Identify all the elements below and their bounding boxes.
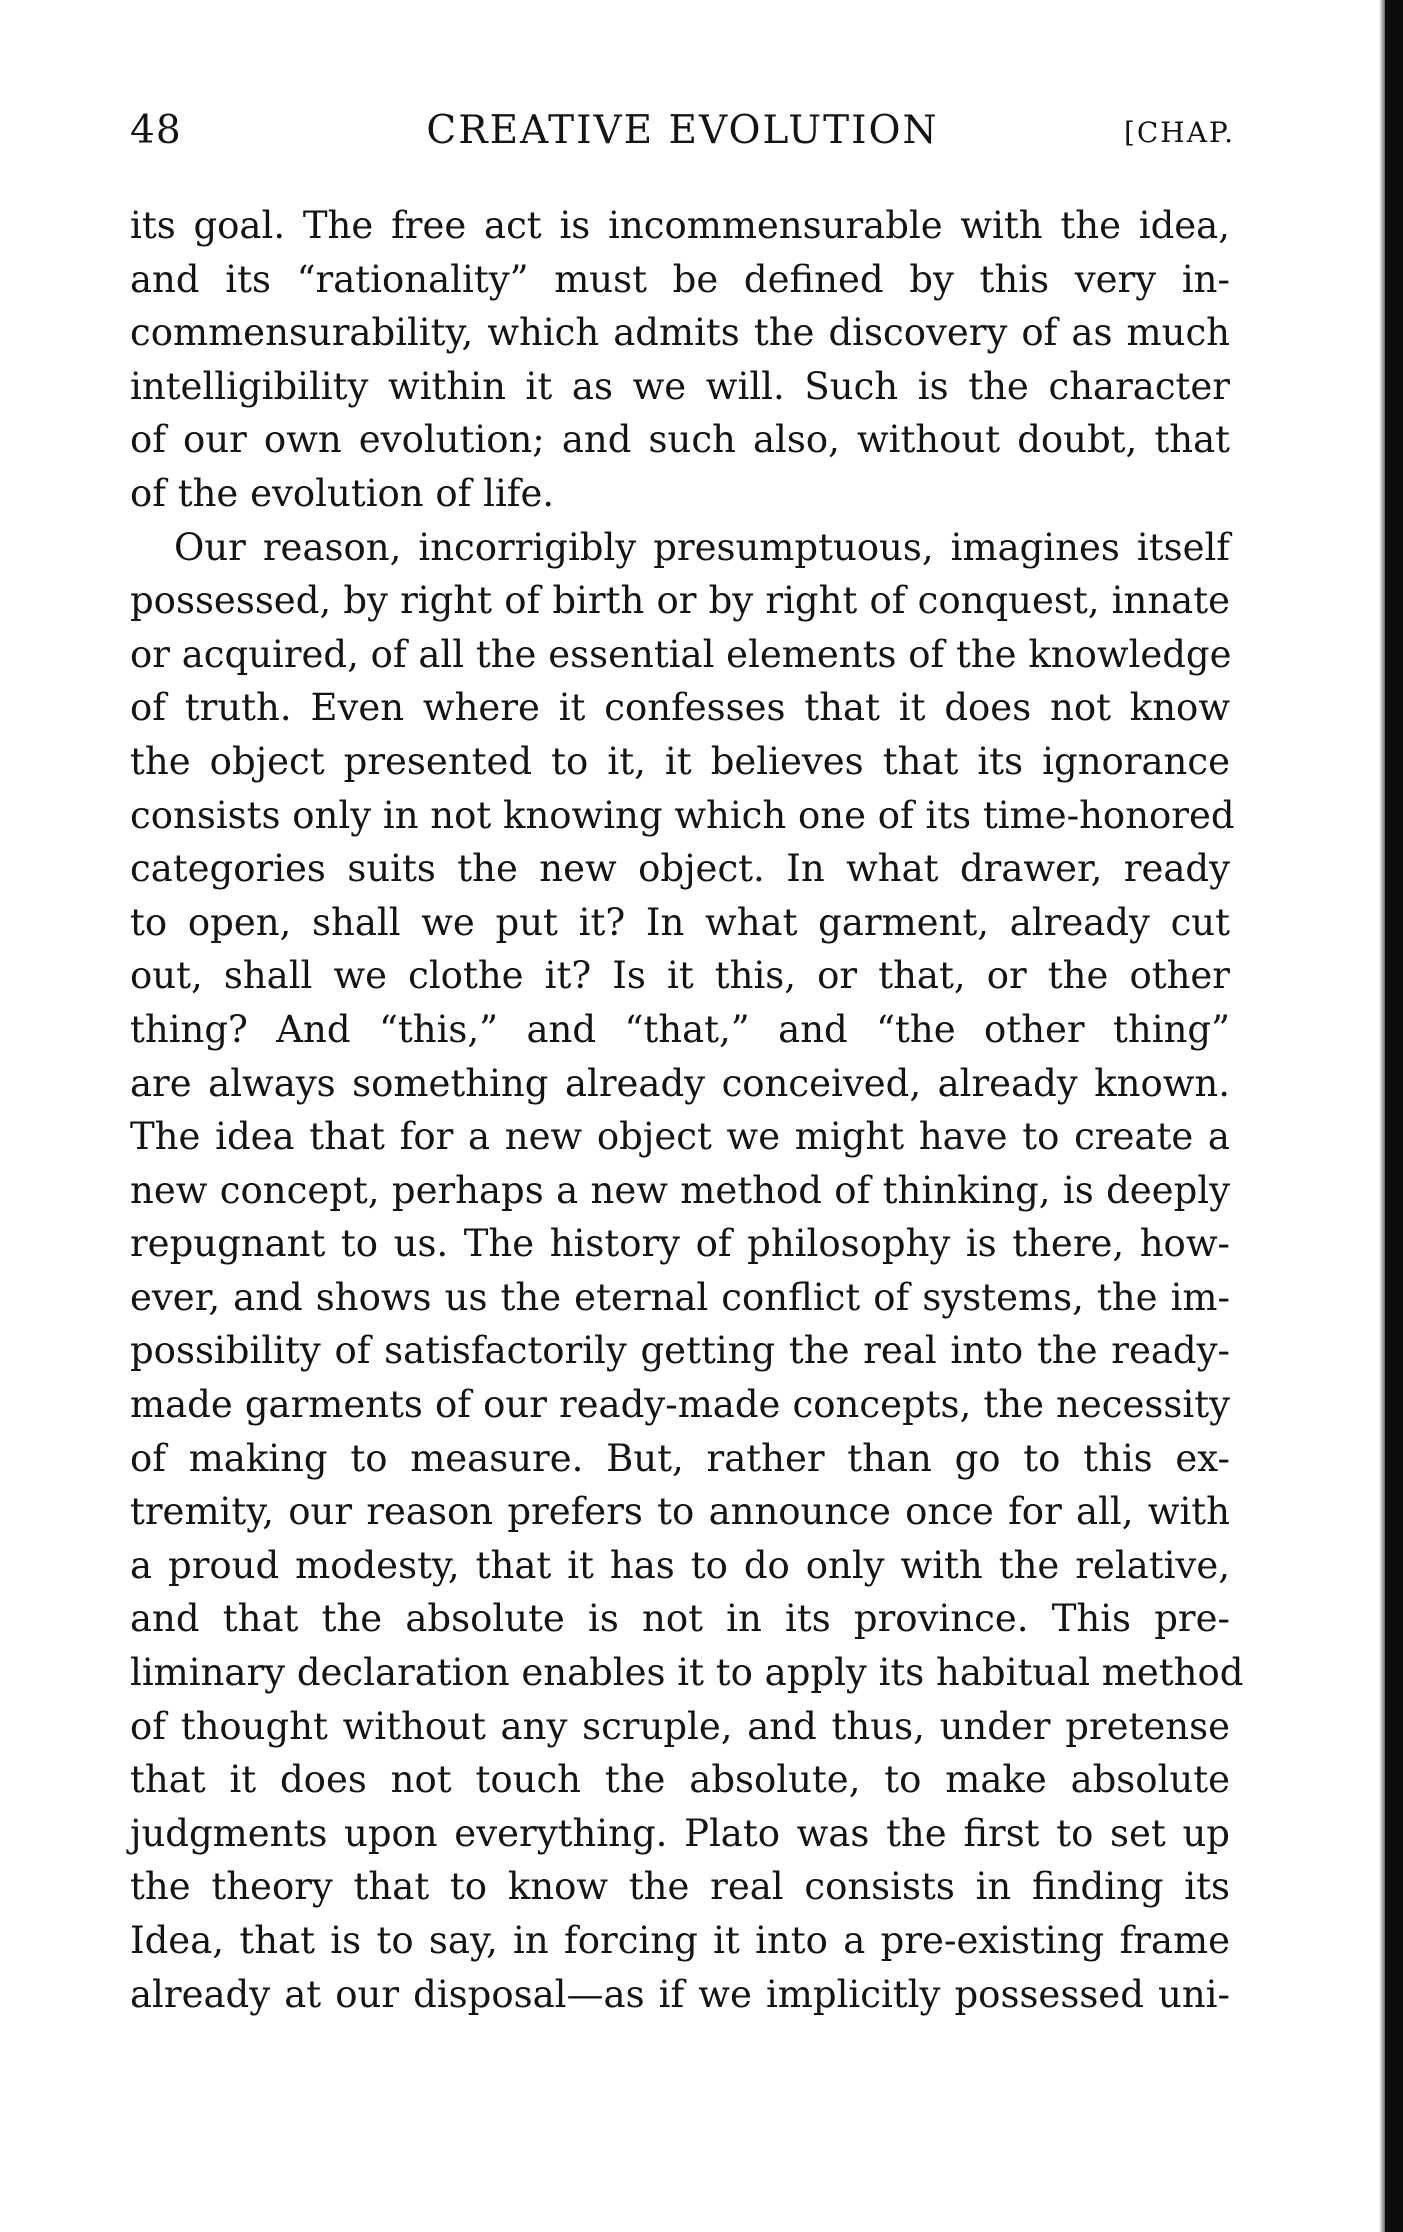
- text-line: of truth. Even where it confesses that it does not know: [130, 686, 1230, 730]
- text-line: categories suits the new object. In what drawer, ready: [130, 847, 1230, 891]
- text-line: of making to measure. But, rather than go to this ex-: [130, 1436, 1230, 1480]
- body-text: [130, 199, 1244, 2021]
- text-line: of our own evolution; and such also, without doubt, that: [130, 418, 1230, 462]
- text-line: of the evolution of life.: [130, 471, 555, 515]
- text-line: are always something already conceived, already known.: [130, 1061, 1230, 1105]
- chapter-mark: [CHAP.: [1123, 116, 1235, 149]
- text-line: of thought without any scruple, and thus, under pretense: [130, 1704, 1230, 1748]
- text-line: Idea, that is to say, in forcing it into a pre-existing frame: [130, 1919, 1230, 1962]
- text-line: repugnant to us. The history of philosophy is there, how-: [130, 1222, 1230, 1266]
- text-line: the theory that to know the real consists in finding its: [130, 1865, 1230, 1909]
- text-line: that it does not touch the absolute, to make absolute: [130, 1758, 1230, 1802]
- page-number: 48: [130, 108, 182, 153]
- text-line: already at our disposal—as if we implicitly possessed uni-: [130, 1972, 1230, 2016]
- text-line: a proud modesty, that it has to do only with the relative,: [130, 1543, 1230, 1587]
- text-line: and that the absolute is not in its province. This pre-: [130, 1597, 1230, 1641]
- text-line: and its “rationality” must be defined by this very in-: [130, 257, 1230, 301]
- text-line: consists only in not knowing which one of its time-honored: [130, 793, 1235, 837]
- text-line: tremity, our reason prefers to announce once for all, with: [130, 1490, 1230, 1534]
- text-line: out, shall we clothe it? Is it this, or that, or the other: [130, 954, 1230, 998]
- text-line: liminary declaration enables it to apply its habitual method: [130, 1651, 1244, 1695]
- text-line: or acquired, of all the essential elements of the knowledge: [130, 632, 1232, 676]
- book-spine-edge: [1385, 0, 1403, 2232]
- paragraph-1: [130, 199, 1230, 521]
- text-line: commensurability, which admits the discovery of as much: [130, 311, 1230, 355]
- text-line: its goal. The free act is incommensurable with the idea,: [130, 204, 1230, 247]
- text-line: judgments upon everything. Plato was the first to set up: [130, 1811, 1230, 1855]
- text-line: The idea that for a new object we might have to create a: [130, 1115, 1230, 1159]
- book-title: CREATIVE EVOLUTION: [426, 108, 939, 153]
- text-line: the object presented to it, it believes that its ignorance: [130, 739, 1230, 783]
- running-head: [130, 108, 1235, 168]
- text-line: possessed, by right of birth or by right of conquest, innate: [130, 579, 1230, 623]
- text-line: ever, and shows us the eternal conflict of systems, the im-: [130, 1275, 1230, 1319]
- text-line: Our reason, incorrigibly presumptuous, imagines itself: [174, 525, 1230, 569]
- text-line: to open, shall we put it? In what garment, already cut: [130, 900, 1230, 944]
- text-line: possibility of satisfactorily getting the real into the ready-: [130, 1329, 1230, 1373]
- text-line: thing? And “this,” and “that,” and “the other thing”: [130, 1007, 1230, 1051]
- text-line: intelligibility within it as we will. Such is the character: [130, 364, 1230, 408]
- paragraph-2: [130, 521, 1244, 2022]
- text-line: new concept, perhaps a new method of thinking, is deeply: [130, 1168, 1230, 1212]
- text-line: made garments of our ready-made concepts, the necessity: [130, 1383, 1230, 1427]
